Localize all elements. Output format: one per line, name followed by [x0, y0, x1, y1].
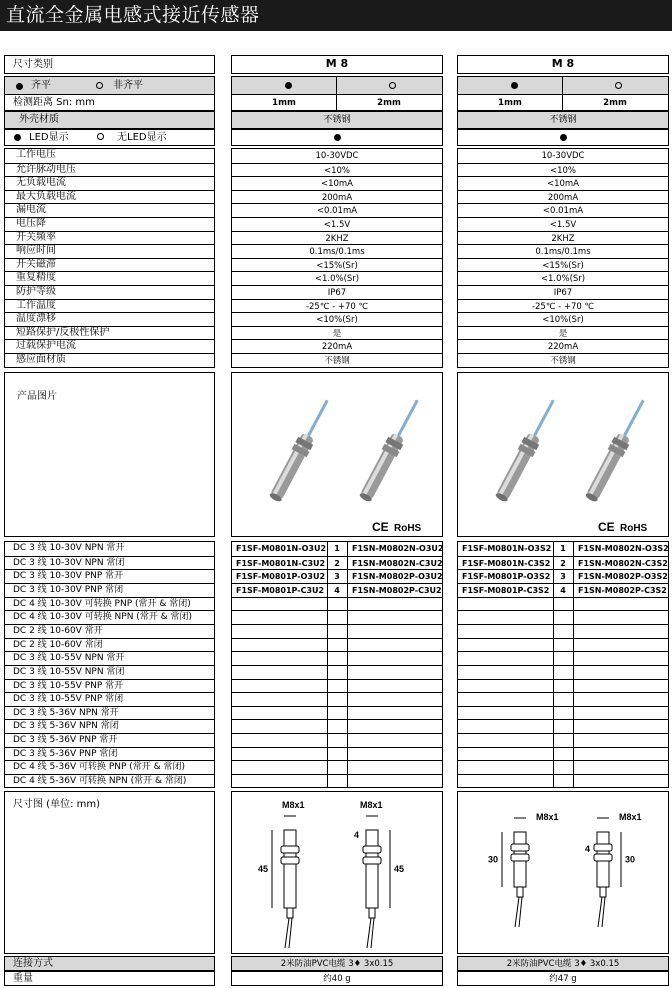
wiring-label-row: [5, 624, 214, 637]
wiring-label-row: [5, 774, 214, 787]
model-row: [458, 638, 668, 651]
spec-value: IP67: [553, 288, 573, 298]
model-row: [458, 556, 668, 569]
product-photo: [232, 373, 442, 536]
hollow-dot-icon: [389, 82, 396, 89]
model-flush: F1SF-M0801N-O3U2: [236, 544, 327, 553]
wiring-label: DC 4 线 10-30V 可转换 NPN (常开 & 常闭): [13, 612, 193, 623]
model-row: [232, 774, 442, 787]
model-flush: F1SF-M0801P-O3S2: [462, 572, 551, 582]
spec-box: [231, 148, 443, 368]
model-nonflush: F1SN-M0802N-O3S2: [578, 544, 669, 553]
size-value: M 8: [325, 57, 349, 70]
cap-length-label: 4: [585, 844, 591, 854]
model-row: [458, 569, 668, 582]
wiring-label-row: [5, 679, 214, 692]
spec-label: 重复精度: [16, 272, 56, 284]
spec-row: [458, 231, 668, 244]
spec-label-row: [5, 163, 214, 176]
spec-label-row: [5, 149, 214, 162]
wiring-label: DC 3 线 10-55V NPN 常闭: [13, 666, 125, 677]
flush-box: [231, 76, 443, 95]
spec-value: <1.5V: [323, 220, 351, 230]
spec-value: 220mA: [321, 342, 353, 353]
spec-label: 电压降: [16, 218, 46, 229]
spec-value: <10%: [323, 165, 350, 176]
conn-value: 2米防油PVC电缆 3♦ 3x0.15: [280, 959, 394, 969]
wiring-label: DC 3 线 10-30V NPN 常开: [13, 543, 125, 553]
divider: [336, 95, 337, 110]
distance-flush: 1mm: [272, 98, 296, 108]
size-label-box: [4, 55, 215, 74]
ce-mark: CE: [598, 520, 615, 534]
wiring-label-row: [5, 542, 214, 555]
wiring-label-row: [5, 706, 214, 719]
spec-row: [232, 163, 442, 176]
spec-value: -25℃ - +70 ℃: [531, 301, 595, 312]
spec-label: 短路保护/反极性保护: [16, 326, 110, 338]
flush-label-box: [4, 76, 215, 95]
model-row: [232, 747, 442, 760]
spec-value: 220mA: [547, 342, 579, 353]
filled-dot-icon: [285, 82, 292, 89]
model-flush: F1SF-M0801N-C3S2: [462, 558, 551, 568]
model-row: [232, 556, 442, 569]
spec-value: 是: [558, 328, 568, 339]
length-label-b: 30: [625, 854, 636, 865]
wiring-label-row: [5, 733, 214, 746]
spec-value: 10-30VDC: [315, 151, 359, 161]
dim-label: 尺寸图 (单位: mm): [13, 799, 101, 810]
photo-label: 产品图片: [17, 391, 57, 402]
spec-label-row: [5, 217, 214, 230]
wiring-label: DC 3 线 10-55V NPN 常开: [13, 653, 125, 664]
thread-label-a: M8x1: [536, 812, 559, 822]
spec-value: <10%: [549, 165, 576, 176]
wiring-label-row: [5, 556, 214, 569]
model-row: [232, 651, 442, 664]
spec-label-row: [5, 190, 214, 203]
spec-row: [232, 258, 442, 271]
spec-value: <15%(Sr): [542, 260, 584, 271]
divider: [553, 542, 554, 787]
dimension-drawing: [458, 792, 668, 953]
model-row: [232, 760, 442, 773]
wiring-label: DC 3 线 10-55V PNP 常开: [13, 680, 124, 691]
model-row: [232, 706, 442, 719]
model-row: [232, 569, 442, 582]
distance-label: 检测距离 Sn: mm: [13, 97, 95, 108]
led-label: LED显示: [29, 132, 69, 143]
spec-row: [232, 271, 442, 284]
spec-row: [458, 271, 668, 284]
divider: [327, 542, 328, 787]
divider: [573, 542, 574, 787]
wiring-label: DC 3 线 5-36V PNP 常闭: [13, 748, 118, 759]
spec-value: <1.5V: [549, 220, 577, 230]
size-box: [231, 55, 443, 74]
dim-box: [457, 791, 669, 954]
wiring-label-row: [5, 610, 214, 623]
model-index: 3: [560, 572, 566, 582]
spec-row: [458, 312, 668, 325]
spec-row: [458, 203, 668, 216]
wiring-label-row: [5, 569, 214, 582]
spec-value: -25℃ - +70 ℃: [305, 301, 369, 312]
model-row: [458, 665, 668, 678]
model-flush: F1SF-M0801P-O3U2: [236, 572, 326, 582]
wiring-label: DC 3 线 5-36V NPN 常开: [13, 707, 119, 718]
spec-label: 开关磁滞: [16, 258, 56, 270]
divider: [562, 95, 563, 110]
distance-label-box: [4, 94, 215, 111]
spec-label: 工作温度: [16, 299, 56, 311]
rohs-mark: RoHS: [620, 523, 648, 534]
wiring-label-row: [5, 651, 214, 664]
spec-row: [458, 299, 668, 312]
spec-row: [458, 326, 668, 339]
model-row: [458, 692, 668, 705]
model-row: [458, 747, 668, 760]
page-title: 直流全金属电感式接近传感器: [6, 4, 260, 26]
spec-label: 无负载电流: [16, 177, 66, 189]
flush-box: [457, 76, 669, 95]
length-label-a: 45: [258, 864, 269, 874]
wiring-label: DC 4 线 10-30V 可转换 PNP (常开 & 常闭): [13, 598, 191, 609]
wiring-label-row: [5, 665, 214, 678]
spec-row: [232, 203, 442, 216]
distance-nonflush: 2mm: [603, 98, 627, 108]
spec-value: <1.0%(Sr): [540, 274, 586, 285]
model-row: [232, 597, 442, 610]
housing-value: 不锈钢: [323, 115, 351, 125]
model-row: [458, 679, 668, 692]
model-row: [232, 583, 442, 596]
thread-label-a: M8x1: [282, 800, 305, 810]
weight-value: 约47 g: [549, 974, 577, 984]
nonflush-label: 非齐平: [113, 80, 143, 91]
model-nonflush: F1SN-M0802N-C3U2: [352, 558, 443, 568]
spec-value: <10%(Sr): [542, 315, 584, 326]
spec-label: 防护等级: [16, 286, 56, 297]
spec-row: [232, 231, 442, 244]
distance-nonflush: 2mm: [377, 98, 401, 108]
led-label-box: [4, 129, 215, 146]
housing-box: [457, 111, 669, 129]
model-index: 4: [334, 585, 340, 595]
hollow-dot-icon: [96, 82, 103, 89]
model-row: [458, 583, 668, 596]
spec-label-row: [5, 244, 214, 257]
weight-label-box: [4, 971, 215, 986]
model-nonflush: F1SN-M0802P-C3S2: [578, 585, 667, 595]
dim-label-box: [4, 791, 215, 954]
spec-row: [232, 326, 442, 339]
model-index: 2: [560, 558, 566, 568]
spec-label-row: [5, 176, 214, 189]
model-row: [458, 719, 668, 732]
spec-value: <10mA: [546, 179, 580, 190]
size-box: [457, 55, 669, 74]
model-row: [232, 692, 442, 705]
length-label-b: 45: [394, 864, 405, 874]
model-row: [232, 610, 442, 623]
wiring-label-row: [5, 597, 214, 610]
spec-row: [232, 299, 442, 312]
wiring-label-row: [5, 719, 214, 732]
model-row: [458, 760, 668, 773]
spec-value: 200mA: [321, 192, 353, 203]
spec-label: 工作电压: [16, 149, 56, 160]
wiring-label-row: [5, 747, 214, 760]
divider: [562, 77, 563, 94]
spec-value: 不锈钢: [324, 356, 350, 366]
spec-row: [458, 176, 668, 189]
noled-label: 无LED显示: [117, 132, 167, 143]
wiring-label: DC 3 线 10-55V PNP 常闭: [13, 694, 124, 705]
model-nonflush: F1SN-M0802P-O3U2: [352, 572, 443, 582]
spec-row: [458, 217, 668, 230]
spec-label: 允许脉动电压: [16, 163, 76, 175]
spec-value: 2KHZ: [551, 233, 575, 244]
housing-value: 不锈钢: [549, 115, 577, 125]
spec-row: [458, 244, 668, 257]
spec-label-row: [5, 285, 214, 298]
spec-label-row: [5, 312, 214, 325]
model-row: [458, 624, 668, 637]
spec-value: 200mA: [547, 192, 579, 203]
spec-row: [232, 217, 442, 230]
spec-value: 不锈钢: [550, 356, 576, 366]
spec-row: [232, 285, 442, 298]
model-row: [232, 542, 442, 555]
divider: [347, 542, 348, 787]
page-header: [0, 0, 672, 31]
wiring-label: DC 3 线 5-36V NPN 常闭: [13, 721, 119, 732]
weight-value: 约40 g: [323, 974, 351, 984]
ce-mark: CE: [372, 520, 389, 534]
wiring-label-row: [5, 692, 214, 705]
distance-box: [457, 94, 669, 111]
model-row: [232, 679, 442, 692]
wiring-label: DC 3 线 10-30V PNP 常开: [13, 571, 124, 582]
filled-dot-icon: [14, 134, 21, 141]
led-box: [231, 129, 443, 146]
conn-box: [231, 956, 443, 971]
filled-dot-icon: [16, 83, 23, 90]
spec-row: [232, 312, 442, 325]
filled-dot-icon: [560, 134, 567, 141]
model-index: 1: [334, 544, 340, 553]
weight-label: 重量: [13, 973, 33, 984]
model-nonflush: F1SN-M0802P-C3U2: [352, 585, 442, 595]
rohs-mark: RoHS: [394, 523, 422, 534]
housing-label-box: [4, 111, 215, 129]
spec-value: 10-30VDC: [541, 151, 585, 161]
conn-label: 连接方式: [13, 958, 53, 969]
wiring-label-row: [5, 760, 214, 773]
spec-row: [458, 258, 668, 271]
spec-label: 最大负载电流: [16, 190, 76, 202]
model-flush: F1SF-M0801N-C3U2: [236, 558, 326, 568]
spec-label-box: [4, 148, 215, 368]
spec-value: <10%(Sr): [316, 315, 358, 326]
spec-label: 漏电流: [16, 204, 46, 216]
spec-row: [458, 339, 668, 352]
spec-label: 过载保护电流: [16, 340, 76, 352]
wiring-label-box: [4, 541, 215, 788]
spec-label: 温度漂移: [16, 313, 56, 325]
spec-row: [232, 190, 442, 203]
housing-box: [231, 111, 443, 129]
spec-label-row: [5, 203, 214, 216]
model-row: [458, 542, 668, 555]
distance-flush: 1mm: [498, 98, 522, 108]
spec-value: 0.1ms/0.1ms: [535, 247, 591, 258]
spec-value: <0.01mA: [542, 206, 584, 217]
model-index: 1: [560, 544, 566, 553]
model-row: [458, 774, 668, 787]
wiring-label: DC 3 线 10-30V PNP 常闭: [13, 584, 124, 595]
spec-label-row: [5, 353, 214, 366]
led-box: [457, 129, 669, 146]
wiring-label: DC 4 线 5-36V 可转换 PNP (常开 & 常闭): [13, 762, 186, 773]
conn-label-box: [4, 956, 215, 971]
product-photo: [458, 373, 668, 536]
spec-row: [232, 353, 442, 366]
spec-box: [457, 148, 669, 368]
model-index: 4: [560, 585, 566, 595]
model-row: [232, 733, 442, 746]
spec-row: [458, 285, 668, 298]
dimension-drawing: [232, 792, 442, 953]
conn-value: 2米防油PVC电缆 3♦ 3x0.15: [506, 959, 620, 969]
length-label-a: 30: [488, 854, 499, 865]
model-flush: F1SF-M0801P-C3U2: [236, 585, 325, 595]
photo-label-box: [4, 372, 215, 537]
thread-label-b: M8x1: [360, 800, 383, 810]
cap-length-label: 4: [354, 830, 360, 840]
wiring-label-row: [5, 638, 214, 651]
model-nonflush: F1SN-M0802P-O3S2: [578, 572, 668, 582]
spec-row: [458, 353, 668, 366]
model-row: [232, 665, 442, 678]
model-row: [458, 597, 668, 610]
model-row: [232, 719, 442, 732]
spec-value: 0.1ms/0.1ms: [309, 247, 365, 258]
spec-value: <1.0%(Sr): [314, 274, 360, 285]
model-row: [232, 624, 442, 637]
model-row: [458, 706, 668, 719]
model-row: [458, 733, 668, 746]
wiring-label: DC 3 线 5-36V PNP 常开: [13, 735, 118, 746]
spec-label: 开关频率: [16, 231, 56, 243]
spec-value: <0.01mA: [316, 206, 358, 217]
hollow-dot-icon: [97, 133, 104, 140]
wiring-label: DC 2 线 10-60V 常闭: [13, 639, 103, 650]
conn-box: [457, 956, 669, 971]
thread-label-b: M8x1: [619, 812, 642, 822]
filled-dot-icon: [511, 82, 518, 89]
hollow-dot-icon: [615, 82, 622, 89]
wiring-label: DC 3 线 10-30V NPN 常闭: [13, 557, 125, 568]
housing-label: 外壳材质: [19, 114, 59, 125]
spec-label-row: [5, 271, 214, 284]
spec-label-row: [5, 231, 214, 244]
model-box: [231, 541, 443, 788]
model-flush: F1SF-M0801P-C3S2: [462, 585, 550, 595]
spec-label: 感应面材质: [16, 354, 66, 365]
model-box: [457, 541, 669, 788]
flush-label: 齐平: [31, 80, 51, 91]
spec-value: <10mA: [320, 179, 354, 190]
spec-value: IP67: [327, 288, 347, 298]
model-row: [458, 651, 668, 664]
size-label: 尺寸类别: [13, 59, 53, 70]
spec-row: [458, 163, 668, 176]
model-index: 3: [334, 572, 340, 582]
dim-box: [231, 791, 443, 954]
distance-box: [231, 94, 443, 111]
model-nonflush: F1SN-M0802N-C3S2: [578, 558, 668, 568]
weight-box: [457, 971, 669, 986]
spec-row: [232, 149, 442, 162]
spec-row: [232, 244, 442, 257]
spec-value: <15%(Sr): [316, 260, 358, 271]
wiring-label-row: [5, 583, 214, 596]
spec-label-row: [5, 258, 214, 271]
photo-box: [457, 372, 669, 537]
wiring-label: DC 2 线 10-60V 常开: [13, 625, 103, 636]
spec-label: 响应时间: [16, 245, 56, 257]
spec-label-row: [5, 299, 214, 312]
model-row: [232, 638, 442, 651]
model-flush: F1SF-M0801N-O3S2: [462, 544, 552, 553]
filled-dot-icon: [334, 134, 341, 141]
model-nonflush: F1SN-M0802N-O3U2: [352, 544, 444, 553]
spec-value: 是: [332, 328, 342, 339]
size-value: M 8: [551, 57, 575, 70]
wiring-label: DC 4 线 5-36V 可转换 NPN (常开 & 常闭): [13, 776, 187, 787]
spec-value: 2KHZ: [325, 233, 349, 244]
divider: [336, 77, 337, 94]
model-row: [458, 610, 668, 623]
model-index: 2: [334, 558, 340, 568]
spec-row: [458, 149, 668, 162]
weight-box: [231, 971, 443, 986]
spec-row: [232, 339, 442, 352]
photo-box: [231, 372, 443, 537]
spec-row: [458, 190, 668, 203]
spec-label-row: [5, 339, 214, 352]
spec-label-row: [5, 326, 214, 339]
spec-row: [232, 176, 442, 189]
